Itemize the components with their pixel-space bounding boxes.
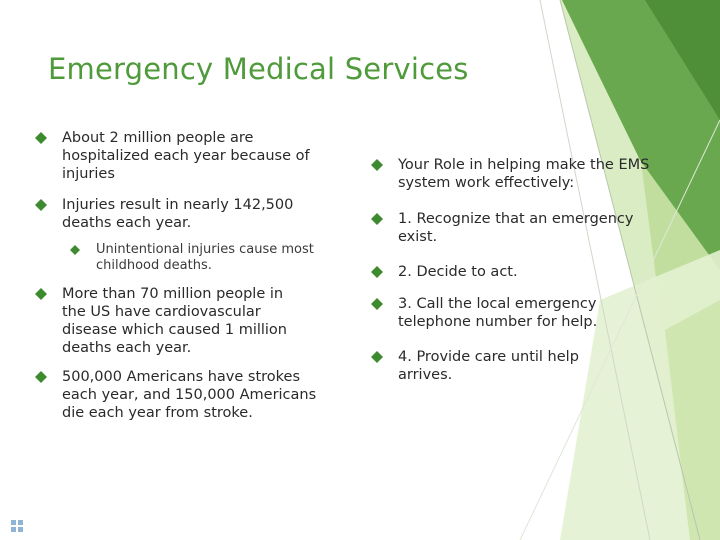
bullet-text: Injuries result in nearly 142,500 deaths each year. bbox=[62, 197, 294, 231]
slide-title: Emergency Medical Services bbox=[48, 52, 469, 86]
bullet-text: More than 70 million people in the US have cardiovascular disease which caused 1 million deaths each year. bbox=[62, 286, 287, 356]
left-bullet-4 bbox=[62, 368, 334, 422]
diamond-icon bbox=[34, 287, 48, 301]
logo-icon bbox=[10, 518, 24, 532]
diamond-icon bbox=[370, 212, 384, 226]
left-bullet-3 bbox=[62, 285, 308, 357]
diamond-icon bbox=[68, 243, 82, 257]
diamond-icon bbox=[370, 350, 384, 364]
diamond-icon bbox=[370, 265, 384, 279]
left-bullet-1 bbox=[62, 129, 334, 183]
diamond-icon bbox=[370, 158, 384, 172]
diamond-icon bbox=[370, 297, 384, 311]
right-bullet-4 bbox=[398, 295, 638, 331]
diamond-icon bbox=[34, 131, 48, 145]
left-bullet-2 bbox=[62, 196, 324, 232]
bullet-text: Unintentional injuries cause most childhood deaths. bbox=[96, 242, 314, 273]
right-bullet-2 bbox=[398, 210, 668, 246]
bullet-text: About 2 million people are hospitalized each year because of injuries bbox=[62, 130, 310, 182]
right-bullet-3 bbox=[398, 263, 660, 281]
bullet-text: 3. Call the local emergency telephone number for help. bbox=[398, 296, 598, 330]
bullet-text: 4. Provide care until help arrives. bbox=[398, 349, 579, 383]
left-subbullet-1 bbox=[96, 242, 332, 274]
diamond-icon bbox=[34, 370, 48, 384]
bullet-text: 1. Recognize that an emergency exist. bbox=[398, 211, 634, 245]
diamond-icon bbox=[34, 198, 48, 212]
bullet-text: 2. Decide to act. bbox=[398, 264, 518, 280]
bullet-text: Your Role in helping make the EMS system work effectively: bbox=[398, 157, 650, 191]
right-bullet-1 bbox=[398, 156, 656, 192]
bullet-text: 500,000 Americans have strokes each year, and 150,000 Americans die each year from stroke. bbox=[62, 369, 317, 421]
right-bullet-5 bbox=[398, 348, 628, 384]
